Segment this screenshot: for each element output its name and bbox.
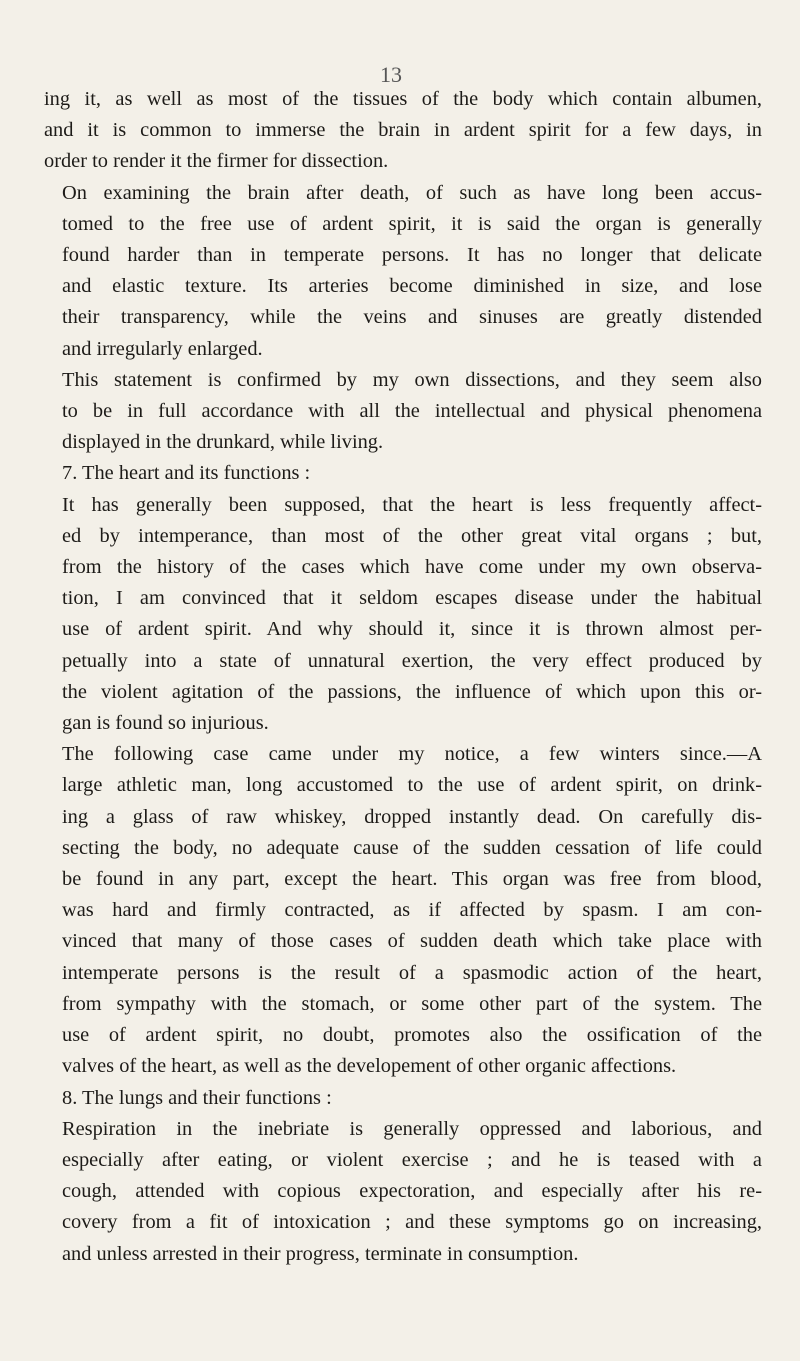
text-line: use of ardent spirit, no doubt, promotes also the ossification of the [62,1024,762,1047]
text-line: This statement is confirmed by my own dissections, and they seem also [62,368,762,391]
text-line: be found in any part, except the heart. This organ was free from blood, [62,868,762,891]
text-line: large athletic man, long accustomed to the use of ardent spirit, on drink- [62,774,762,797]
text-line: cough, attended with copious expectoration, and especially after his re- [62,1180,762,1203]
text-line: secting the body, no adequate cause of the sudden cessation of life could [62,836,762,859]
text-line: from the history of the cases which have come under my own observa- [62,556,762,579]
paragraph [44,365,762,459]
paragraph [44,84,762,178]
text-line: vinced that many of those cases of sudden death which take place with [62,930,762,953]
text-line: gan is found so injurious. [62,712,269,735]
paragraph [44,178,762,365]
text-line: displayed in the drunkard, while living. [62,431,384,454]
text-line: found harder than in temperate persons. It has no longer that delicate [62,244,762,267]
text-line: and elastic texture. Its arteries become diminished in size, and lose [62,275,762,298]
text-line: use of ardent spirit. And why should it, since it is thrown almost per- [62,618,762,641]
text-line: petually into a state of unnatural exertion, the very effect produced by [62,649,762,672]
text-line: the violent agitation of the passions, the influence of which upon this or- [62,680,762,703]
text-line: from sympathy with the stomach, or some other part of the system. The [62,992,762,1015]
text-line: tion, I am convinced that it seldom escapes disease under the habitual [62,587,762,610]
text-line: and irregularly enlarged. [62,337,263,360]
text-line: their transparency, while the veins and sinuses are greatly distended [62,306,762,329]
text-line: 7. The heart and its functions : [62,462,311,485]
body-text [44,84,762,1270]
text-line: and it is common to immerse the brain in ardent spirit for a few days, in [44,119,762,142]
paragraph [44,458,762,489]
text-line: and unless arrested in their progress, terminate in consumption. [62,1242,579,1265]
text-line: ing a glass of raw whiskey, dropped instantly dead. On carefully dis- [62,805,762,828]
text-line: intemperate persons is the result of a spasmodic action of the heart, [62,961,762,984]
text-line: The following case came under my notice, a few winters since.—A [62,743,762,766]
text-line: 8. The lungs and their functions : [62,1086,332,1109]
text-line: ed by intemperance, than most of the other great vital organs ; but, [62,524,762,547]
text-line: tomed to the free use of ardent spirit, it is said the organ is generally [62,212,762,235]
text-line: was hard and firmly contracted, as if affected by spasm. I am con- [62,899,762,922]
text-line: It has generally been supposed, that the heart is less frequently affect- [62,493,762,516]
text-line: valves of the heart, as well as the developement of other organic affections. [62,1055,677,1078]
text-line: ing it, as well as most of the tissues of the body which contain albumen, [44,88,762,110]
page-number: 13 [380,62,402,87]
text-line: covery from a fit of intoxication ; and these symptoms go on increasing, [62,1211,762,1234]
text-line: to be in full accordance with all the intellectual and physical phenomena [62,400,762,423]
paragraph [44,1114,762,1270]
text-line: order to render it the firmer for dissection. [44,150,389,173]
text-line: Respiration in the inebriate is generally oppressed and laborious, and [62,1117,762,1140]
text-line: On examining the brain after death, of such as have long been accus- [62,181,762,204]
paragraph [44,739,762,1082]
paragraph [44,490,762,740]
text-line: especially after eating, or violent exercise ; and he is teased with a [62,1148,762,1171]
paragraph [44,1083,762,1114]
